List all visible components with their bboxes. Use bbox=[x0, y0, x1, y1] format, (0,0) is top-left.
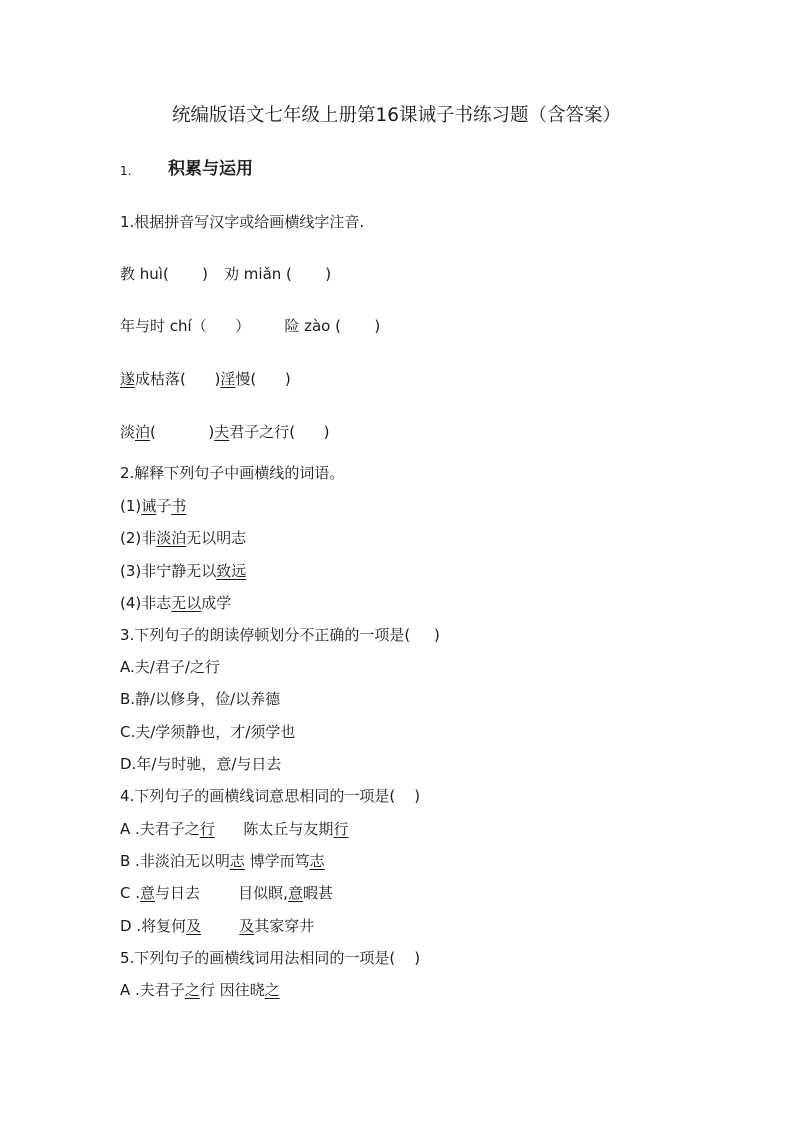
underlined-word: 及 bbox=[186, 917, 202, 935]
q4-text: B .非淡泊无以明 bbox=[120, 852, 230, 870]
underlined-word: 之 bbox=[184, 981, 200, 999]
q3-option-c: C.夫/学须静也，才/须学也 bbox=[120, 723, 296, 741]
q1-text: 淡 bbox=[120, 423, 136, 441]
underlined-word: 及 bbox=[239, 917, 255, 935]
underlined-char: 泊 bbox=[135, 423, 151, 441]
q1-line-1 bbox=[120, 264, 331, 284]
q1-line-4 bbox=[120, 422, 330, 442]
q2-text: 子 bbox=[156, 497, 172, 515]
q1-item-chi: 年与时 chí（ ） bbox=[120, 317, 251, 335]
underlined-word: 致远 bbox=[216, 562, 247, 580]
q5-option-a bbox=[120, 980, 280, 1000]
q4-text: 博学而笃 bbox=[244, 852, 310, 870]
q1-item-zao: 险 zào ( ) bbox=[284, 317, 381, 335]
q2-item-4 bbox=[120, 593, 231, 613]
q4-option-d bbox=[120, 916, 314, 936]
q1-text: 成枯落( ) bbox=[135, 370, 221, 388]
q1-line-3 bbox=[120, 369, 291, 389]
underlined-word: 行 bbox=[199, 820, 215, 838]
document-title: 统编版语文七年级上册第16课诫子书练习题（含答案） bbox=[171, 105, 622, 126]
q1-item-hui: 教 huì( ) bbox=[120, 265, 209, 283]
q3-option-d: D.年/与时驰，意/与日去 bbox=[120, 755, 282, 773]
q2-text: 成学 bbox=[201, 594, 232, 612]
q4-text: D .将复何 bbox=[120, 917, 187, 935]
underlined-word: 行 bbox=[333, 820, 349, 838]
q2-item-1 bbox=[120, 496, 186, 516]
underlined-word: 淡泊 bbox=[156, 529, 187, 547]
q4-text: C . bbox=[120, 884, 141, 902]
q4-option-b bbox=[120, 851, 325, 871]
underlined-word: 意 bbox=[140, 884, 156, 902]
underlined-char: 遂 bbox=[120, 370, 136, 388]
q2-text: (2)非 bbox=[120, 529, 157, 547]
q2-item-2 bbox=[120, 528, 246, 548]
q4-text: 陈太丘与友期 bbox=[214, 820, 334, 838]
section-number: 1. bbox=[120, 164, 132, 178]
underlined-word: 志 bbox=[229, 852, 245, 870]
underlined-word: 书 bbox=[171, 497, 187, 515]
q5-stem: 5.下列句子的画横线词用法相同的一项是( ) bbox=[120, 949, 421, 967]
q5-text: A .夫君子 bbox=[120, 981, 185, 999]
q1-stem: 1.根据拼音写汉字或给画横线字注音. bbox=[120, 213, 365, 231]
q4-text: 其家穿井 bbox=[254, 917, 315, 935]
underlined-word: 志 bbox=[309, 852, 325, 870]
q1-text: 君子之行( ) bbox=[229, 423, 330, 441]
q2-item-3 bbox=[120, 561, 246, 581]
q3-option-a: A.夫/君子/之行 bbox=[120, 658, 220, 676]
q2-stem: 2.解释下列句子中画横线的词语。 bbox=[120, 464, 345, 482]
underlined-word: 诫 bbox=[141, 497, 157, 515]
q2-text: 无以明志 bbox=[186, 529, 247, 547]
q4-option-c bbox=[120, 883, 333, 903]
q4-text: 与日去 目似瞑, bbox=[155, 884, 288, 902]
q4-text: A .夫君子之 bbox=[120, 820, 200, 838]
q3-stem: 3.下列句子的朗读停顿划分不正确的一项是( ) bbox=[120, 626, 440, 644]
underlined-char: 夫 bbox=[214, 423, 230, 441]
q4-stem: 4.下列句子的画横线词意思相同的一项是( ) bbox=[120, 787, 421, 805]
q1-line-2 bbox=[120, 316, 380, 336]
underlined-word: 意 bbox=[287, 884, 303, 902]
q4-text bbox=[201, 917, 239, 935]
underlined-word: 无以 bbox=[171, 594, 202, 612]
underlined-word: 之 bbox=[264, 981, 280, 999]
underlined-char: 淫 bbox=[220, 370, 236, 388]
q2-text: (3)非宁静无以 bbox=[120, 562, 217, 580]
q3-option-b: B.静/以修身，俭/以养德 bbox=[120, 690, 281, 708]
q4-text: 暇甚 bbox=[302, 884, 333, 902]
q1-item-mian: 劝 miǎn ( ) bbox=[224, 265, 332, 283]
q1-text: 慢( ) bbox=[235, 370, 291, 388]
q1-blank: ( ) bbox=[150, 423, 215, 441]
q2-text: (4)非志 bbox=[120, 594, 172, 612]
item-number: (1) bbox=[120, 497, 142, 515]
q4-option-a bbox=[120, 819, 348, 839]
section-title: 积累与运用 bbox=[168, 159, 253, 179]
q5-text: 行 因往晓 bbox=[199, 981, 265, 999]
